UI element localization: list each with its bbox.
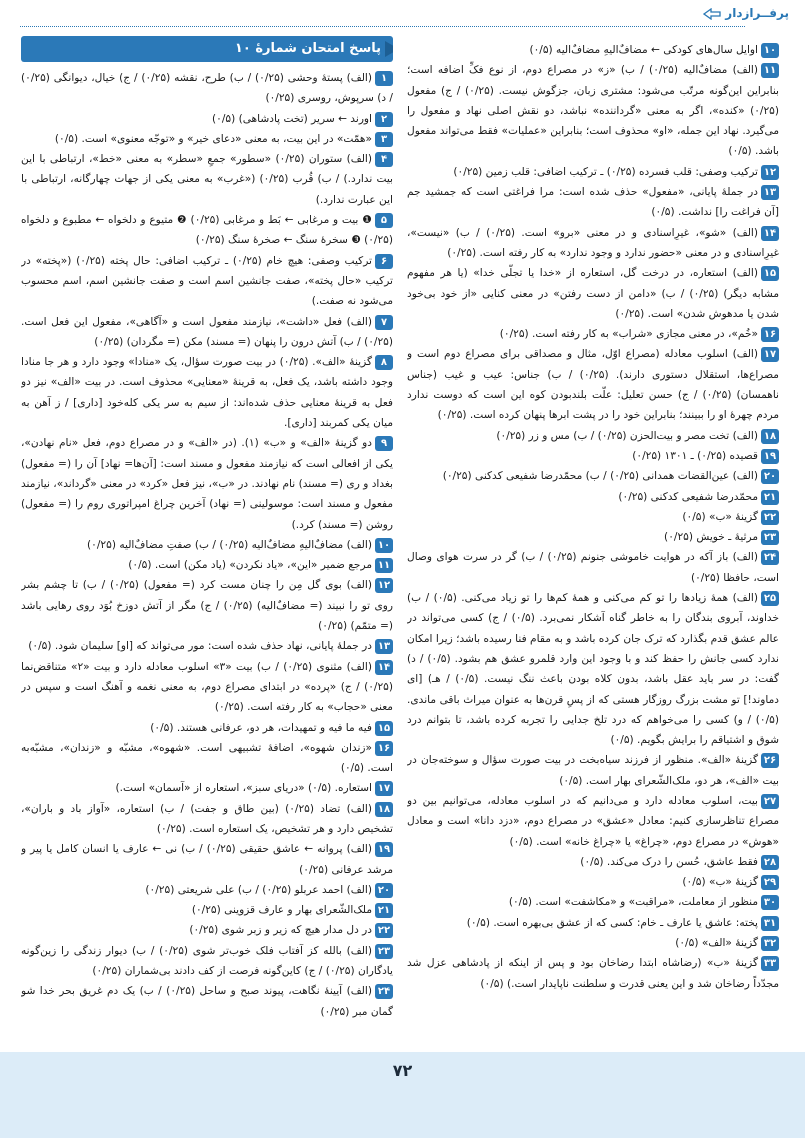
answer-text: در جملهٔ پایانی، «مفعول» حذف شده است: مرا فراغتی است که جمشید جم [آن فراغت را] نداشت. (۰/۵) [407,186,779,219]
answer-number: ۲۲ [375,923,393,938]
answer-item [407,60,779,161]
answer-number: ۲۷ [761,794,779,809]
answer-item [21,778,393,798]
answer-number: ۱۶ [761,327,779,342]
answer-item [21,251,393,312]
answer-text: (الف) مضافٌ‌الیه (۰/۲۵) / ب) «ز» در مصراع دوم، از نوع فکِّ اضافه است؛ بنابراین این‌گونه مرتّب می‌شود: مشتری زبان، جزگوش نیست. (۰/۲۵) / ج) مفعول (۰/۲۵) «کنده»، اگر به معنی «گرداننده» نباشد، دو نقش اصلی نهاد و مفعول را می‌گیرد. نهاد این جمله، «او» محذوف است؛ بنابراین «عملیات» فقط می‌تواند مفعول باشد. (۰/۵) [407,64,779,158]
answer-item [407,487,779,507]
answer-text: (الف) فعل «داشت»، نیازمند مفعول است و «آگاهی»، مفعول این فعل است. (۰/۲۵) / ب) آتش درون را پنهان (= مسند) مکن (= مگردان) (۰/۲۵) [21,315,393,348]
answer-number: ۱۷ [761,347,779,362]
answer-text: محمّدرضا شفیعی کدکنی (۰/۲۵) [618,490,758,503]
answer-number: ۱۵ [761,266,779,281]
answer-item [21,68,393,109]
answer-number: ۱۳ [761,185,779,200]
answer-text: پخته: عاشق یا عارف ـ خام: کسی که از عشق بی‌بهره است. (۰/۵) [466,916,758,929]
answer-number: ۱۱ [375,558,393,573]
answer-number: ۱۰ [375,538,393,553]
answer-text: قصیده (۰/۲۵) ـ ۱۳۰۱ (۰/۲۵) [632,449,758,462]
brand [699,6,789,20]
answer-number: ۱۵ [375,721,393,736]
answer-text: (الف) تضاد (۰/۲۵) (بین طاق و جفت) / ب) استعاره، «آواز باد و باران»، تشخیص دارد و هر تشخیص، یک استعاره است. (۰/۲۵) [21,802,393,835]
answer-item [407,791,779,852]
answer-text: (الف) عین‌القضات همدانی (۰/۲۵) / ب) محمّدرضا شفیعی کدکنی (۰/۲۵) [442,470,758,483]
answer-number: ۶ [375,254,393,269]
answer-item [21,109,393,129]
answer-text: منظور از معاملت، «مراقبت» و «مکاشفت» است. (۰/۵) [508,896,758,909]
answer-text: بیت، اسلوب معادله دارد و می‌دانیم که در اسلوب معادله، می‌توانیم بین دو مصراع تناظرسازی کنیم: معادل «عشق» در مصراع دوم، «دزد دانا» است و معادل «هوش» در مصراع دوم، «چراغ» یا «چراغ خانه» است. (۰/۵) [407,794,779,848]
answer-text: دو گزینهٔ «الف» و «ب» (۱). (در «الف» و در مصراع دوم، فعل «نام نهادن»، یکی از افعالی است که نیازمند مفعول و مسند است: [آن‌ها= نهاد] آن را (= مفعول) بغداد و ری (= مسند) نام نهادند. در «ب»، نیز فعل «کرد» در معنی «گرداند»، نیازمند مفعول و مسند است: موسولینی (= نهاد) آخرین چراغ امپراتوری روم را (= مفعول) روشن (= مسند) کرد.) [21,437,393,531]
answer-item [407,344,779,425]
answer-text: گزینهٔ «ب» (۰/۵) [682,510,758,523]
left-column [21,36,393,1052]
answer-number: ۲۲ [761,510,779,525]
answer-item [407,446,779,466]
answer-number: ۲۳ [761,530,779,545]
answer-number: ۲۱ [761,490,779,505]
answer-text: گزینهٔ «ب» (رضاشاه ابتدا رضاخان بود و پس از اینکه از پادشاهی عزل شد مجدّداً رضاخان شد و این یعنی قدرت و سلطنت ناپایدار است.) (۰/۵) [407,957,779,990]
answer-text: (الف) پروانه ← عاشق حقیقی (۰/۲۵) / ب) نی ← عارف یا انسان کامل یا پیر و مرشد عرفانی (۰/۲۵) [21,843,393,876]
answer-item [407,466,779,486]
answer-text: (الف) آیینهٔ نگاهت، پیوند صبح و ساحل (۰/۲۵) / ب) یک دم غریق بحر خدا شو گمان مبر (۰/۲۵) [21,985,393,1018]
answer-text: اوایل سال‌های کودکی ← مضافٌ‌الیهِ مضافٌ‌الیه (۰/۵) [529,44,758,56]
answer-item [21,839,393,880]
answer-number: ۱۱ [761,63,779,78]
answer-item [21,718,393,738]
answer-number: ۱۷ [375,781,393,796]
answer-text: مرجع ضمیر «این»، «یاد نکردن» (یاد مکن) است. (۰/۵) [128,559,372,572]
answer-item [407,507,779,527]
answer-item [21,575,393,636]
answer-item [21,210,393,251]
answer-number: ۲۵ [761,591,779,606]
answer-number: ۲۸ [761,855,779,870]
right-column [407,40,779,1052]
answer-number: ۳۲ [761,936,779,951]
answer-text: (الف) احمد عربلو (۰/۲۵) / ب) علی شریعتی (۰/۲۵) [145,883,372,896]
answer-text: گزینهٔ «الف» (۰/۵) [675,937,758,950]
answer-item [21,636,393,656]
answer-number: ۲۹ [761,875,779,890]
answer-number: ۲۴ [375,984,393,999]
answer-item [407,892,779,912]
answer-item [407,527,779,547]
section-header [21,36,393,62]
answer-item [21,880,393,900]
answer-number: ۱۳ [375,639,393,654]
answer-number: ۱۶ [375,741,393,756]
answer-text: اورند ← سریر (تخت پادشاهی) (۰/۵) [211,112,372,125]
header-arrow-icon [385,41,393,57]
answer-number: ۱ [375,71,393,86]
answer-item [407,588,779,750]
answer-number: ۲۰ [375,883,393,898]
answer-number: ۲۶ [761,753,779,768]
answer-text: (الف) استعاره، در درخت گل، استعاره از «خدا یا تجلّی خدا» (یا هر مفهوم مشابه دیگر) (۰/۲۵) / ب) «دامن از دست رفتن» در معنی کنایی «از خود بی‌خود شدن یا مدهوش شدن» است. (۰/۲۵) [407,267,779,320]
answer-item [407,852,779,872]
answer-item [21,657,393,718]
answer-text: (الف) مثنوی (۰/۲۵) / ب) بیت «۳» اسلوب معادله دارد و بیت «۲» متناقض‌نما (۰/۲۵) / ج) «پرده» در ابتدای مصراع دوم، به معنی نغمه و آهنگ است و سپس در معنی «حجاب» به کار رفته است. (۰/۲۵) [21,660,393,714]
answer-item [21,433,393,534]
answer-number: ۲۳ [375,944,393,959]
answer-item [21,312,393,353]
answer-number: ۳۱ [761,916,779,931]
answer-text: (الف) مضافٌ‌الیهِ مضافٌ‌الیه (۰/۲۵) / ب) صفتِ مضافٌ‌الیه (۰/۲۵) [87,538,372,551]
answer-text: ترکیب وصفی: قلب فسرده (۰/۲۵) ـ ترکیب اضافی: قلب زمین (۰/۲۵) [453,165,758,178]
answer-item [407,913,779,933]
answer-text: ملک‌الشّعرای بهار و عارف قزوینی (۰/۲۵) [191,904,372,917]
brand-label: پرفــرازدار [725,6,789,20]
brand-logo-icon [703,8,721,20]
answer-number: ۱۰ [761,43,779,58]
answer-item [21,555,393,575]
answer-number: ۱۹ [761,449,779,464]
answer-item [407,263,779,324]
top-bar [0,0,805,32]
answer-number: ۱۴ [375,660,393,675]
answer-text: «خُم»، در معنی مجازی «شراب» به کار رفته است. (۰/۲۵) [499,328,758,341]
section-title: پاسخ امتحان شمارهٔ ۱۰ [234,41,381,56]
answer-item [407,223,779,264]
answer-number: ۲ [375,112,393,127]
answer-text: «زندان شهوه»، اضافهٔ تشبیهی است. «شهوه»، مشبّه و «زندان»، مشبّه‌به است. (۰/۵) [21,741,393,775]
answer-text: فقط عاشق، حُسن را درک می‌کند. (۰/۵) [580,855,758,868]
answer-text: (الف) پستهٔ وحشی (۰/۲۵) / ب) طرح، نقشه (۰/۲۵) / ج) خیال، دیوانگی (۰/۲۵) / د) سرپوش، روسری (۰/۲۵) [21,72,393,105]
answer-item [21,799,393,840]
answer-text: (الف) بالله کز آفتاب فلک خوب‌تر شوی (۰/۲۵) / ب) دیوار زندگی را زین‌گونه یادگاران (۰/۲۵) / ج) کاین‌گونه فرصت از کف دادند بی‌شماران (۰/۲۵) [21,944,393,978]
answer-text: (الف) اسلوب معادله (مصراع اوّل، مثال و مصداقی برای مصراع دوم است و مصراع‌ها، استقلال دستوری دارند). (۰/۲۵) / ب) جناس: عیب و غیب (جناس ناهمسان) (۰/۲۵) / ج) حسن تعلیل: علّت بلندبودن کوه این است که دوست ندارد مردم چهرهٔ او را ببینند؛ بنابراین خود را در پشت ابرها پنهان کرده است. (۰/۲۵) [407,348,779,422]
answer-text: (الف) تخت مصر و بیت‌الحزن (۰/۲۵) / ب) مس و زر (۰/۲۵) [496,429,758,442]
answer-text: استعاره. (۰/۵) «دریای سبز»، استعاره از «آسمان» است.) [115,782,372,795]
answer-text: در دل مدار هیچ که زیر و زبر شوی (۰/۲۵) [189,924,372,937]
answer-item [21,129,393,149]
answer-number: ۸ [375,355,393,370]
answer-text: فیه ما فیه و تمهیدات، هر دو، عرفانی هستند. (۰/۵) [150,721,372,734]
answer-number: ۷ [375,315,393,330]
answer-item [21,941,393,982]
answer-text: (الف) همهٔ زیادها را تو کم می‌کنی و همهٔ کم‌ها را تو زیاد می‌کنی. (۰/۵) / ب) خداوند، آبروی بندگان را به خاطر گناه آشکار نمی‌برد. (۰/۵) / ج) کسی می‌تواند در عالم عشق قدم بگذارد که ترک جان کرده باشد و به مقام فنا رسیده باشد؛ زیرا امکان ندارد کسی جانش را حفظ کند و با وجود این وارد قلمرو عشق هم بشود. (۰/۵) / د) گفت: در سر باید عقل باشد، بدون کلاه بودن باعث ننگ نیست. (۰/۵) / هـ) [ای دماوند!] تو مشت بزرگ روزگار هستی که از پسِ قرن‌ها به عنوان میراث باقی ماندی. (۰/۵) / و) کسی را می‌خواهم که درد تلخ جدایی را تجربه کرده باشد، تا بتوانم درد شوق و اشتیاقم را برایش بگویم. (۰/۵) [407,592,779,747]
answer-item [21,920,393,940]
answer-text: (الف) ستوران (۰/۲۵) «سطور» جمعِ «سطر» به معنی «خط»، ارتباطی با این بیت ندارد.) / ب) قُرب (۰/۲۵) («غرب» به معنی یکی از جهات چهارگانه، ارتباطی با این عبارت ندارد.) [21,153,393,206]
answer-text: (الف) «شو»، غیرِاسنادی و در معنی «برو» است. (۰/۲۵) / ب) «نیست»، غیرِاسنادی و در معنی «حضور ندارد و وجود ندارد» به کار رفته است. (۰/۲۵) [407,226,779,259]
answer-text: گزینهٔ «الف». منظور از فرزند سیاه‌بخت در بیت صورت سؤال و سوخته‌جان در بیت «الف»، هر دو، ملک‌الشّعرای بهار است. (۰/۵) [407,754,779,787]
answer-number: ۱۹ [375,842,393,857]
answer-item [21,738,393,779]
answer-item [21,535,393,555]
answer-number: ۱۸ [761,429,779,444]
answer-number: ۵ [375,213,393,228]
answer-text: مرثیهٔ ـ خویش (۰/۲۵) [664,531,758,544]
answer-item [21,981,393,1022]
answer-text: گزینهٔ «الف». (۰/۲۵) در بیت صورت سؤال، یک «منادا» وجود دارد و هر جا منادا وجود داشته باشد، یک فعل، به قرینهٔ «معنایی» محذوف است. در بیت «الف» نیز دو فعل به قرینهٔ معنایی حذف شده‌اند: از سیم به سر یکی کله‌خود [داری] / ز آهن به میان یکی کمربند [داری]. [21,356,393,430]
answer-item [407,750,779,791]
answer-text: گزینهٔ «ب» (۰/۵) [682,876,758,889]
answer-number: ۳۳ [761,956,779,971]
answer-number: ۱۸ [375,802,393,817]
answer-item [21,900,393,920]
answer-number: ۲۰ [761,469,779,484]
answer-item [407,162,779,182]
left-items [21,68,393,1022]
answer-item [407,40,779,60]
answer-item [407,426,779,446]
answer-item [407,953,779,994]
answer-text: ❶ بیت و مرغابی ← بَط و مرغابی (۰/۲۵) ❷ متیوع و دلخواه ← مطبوع و دلخواه (۰/۲۵) ❸ سخرهٔ سنگ ← صخرهٔ سنگ (۰/۲۵) [21,214,393,247]
answer-item [407,933,779,953]
answer-number: ۱۲ [761,165,779,180]
answer-item [407,182,779,223]
answer-number: ۴ [375,152,393,167]
answer-text: «همّت» در این بیت، به معنی «دعای خیر» و «توجّه معنوی» است. (۰/۵) [54,132,372,145]
answer-number: ۹ [375,436,393,451]
answer-item [407,547,779,588]
answer-text: (الف) بوی گل مِن را چنان مست کرد (= مفعول) (۰/۲۵) / ب) تا چشم بشر روی تو را نبیند (= مضافٌ‌الیه) (۰/۲۵) / ج) مگر از آتش دوزخ بُوَد روی رهایی باشد (= متمّم) (۰/۲۵) [21,579,393,633]
answer-text: (الف) باز آکه در هوایت خاموشی جنونم (۰/۲۵) / ب) گر در سرت هوای وصال است، حافظا (۰/۲۵) [407,551,779,584]
answer-number: ۳ [375,132,393,147]
page-number: ۷۲ [392,1061,413,1080]
answer-number: ۲۱ [375,903,393,918]
answer-item [21,352,393,433]
answer-text: در جملهٔ پایانی، نهاد حذف شده است: مور می‌تواند که [او] سلیمان شود. (۰/۵) [28,640,372,653]
answer-number: ۱۴ [761,226,779,241]
answer-item [407,324,779,344]
answer-number: ۱۲ [375,578,393,593]
answer-item [21,149,393,210]
answer-number: ۲۴ [761,550,779,565]
answer-number: ۳۰ [761,895,779,910]
answer-text: ترکیب وصفی: هیچ خام (۰/۲۵) ـ ترکیب اضافی: حال پخته (۰/۲۵) («پخته» در ترکیب «حال پخته»، صفت جانشین اسم است و صفت جانشین اسم، اسم محسوب می‌شود نه صفت.) [21,254,393,308]
answer-item [407,872,779,892]
top-divider [20,26,745,27]
